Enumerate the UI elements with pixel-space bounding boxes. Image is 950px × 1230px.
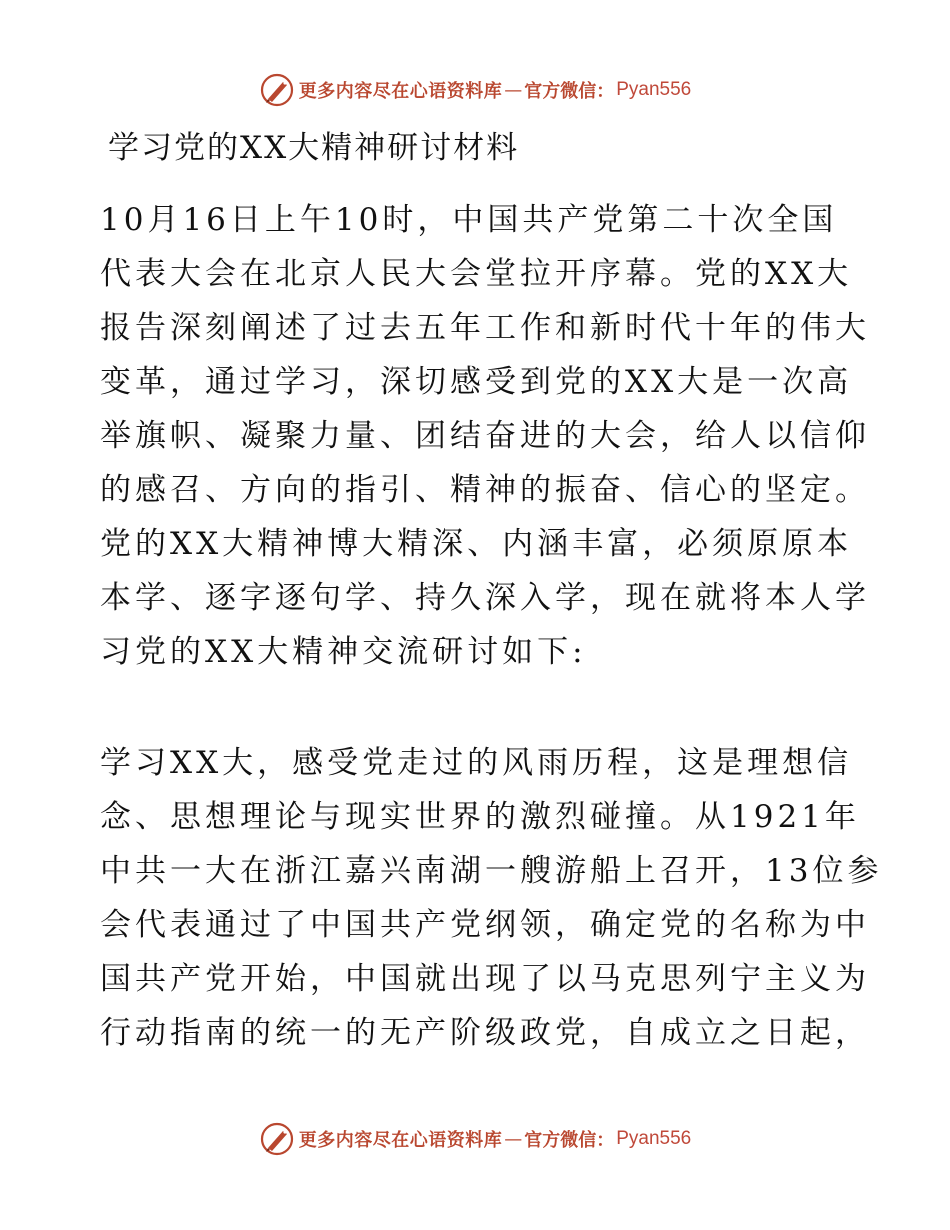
- paragraph-line: 学习XX大，感受党走过的风雨历程，这是理想信: [100, 745, 853, 781]
- paragraph-line: 习党的XX大精神交流研讨如下:: [100, 634, 587, 670]
- banner-separator: —: [504, 1128, 523, 1150]
- paragraph-line: 念、思想理论与现实世界的激烈碰撞。从1921年: [100, 799, 860, 835]
- pen-logo-icon: [259, 1121, 295, 1157]
- paragraph-line: 行动指南的统一的无产阶级政党，自成立之日起，: [100, 1015, 870, 1051]
- document-title: 学习党的XX大精神研讨材料: [108, 130, 520, 166]
- banner-main-text: 更多内容尽在心语资料库: [298, 81, 503, 102]
- paragraph-line: 党的XX大精神博大精深、内涵丰富，必须原原本: [100, 526, 853, 562]
- banner-separator: —: [504, 79, 523, 101]
- paragraph-line: 报告深刻阐述了过去五年工作和新时代十年的伟大: [100, 310, 870, 346]
- pen-logo-icon: [259, 72, 295, 108]
- banner-wechat-label: 官方微信：: [524, 1130, 615, 1151]
- paragraph-line: 代表大会在北京人民大会堂拉开序幕。党的XX大: [100, 256, 853, 292]
- paragraph-line: 变革，通过学习，深切感受到党的XX大是一次高: [100, 364, 853, 400]
- paragraph-line: 本学、逐字逐句学、持久深入学，现在就将本人学: [100, 580, 870, 616]
- paragraph-2: [100, 736, 883, 1060]
- paragraph-1: [100, 193, 870, 679]
- paragraph-line: 的感召、方向的指引、精神的振奋、信心的坚定。: [100, 472, 870, 508]
- paragraph-line: 国共产党开始，中国就出现了以马克思列宁主义为: [100, 961, 870, 997]
- banner-wechat-id: Pyan556: [616, 1128, 692, 1149]
- paragraph-line: 会代表通过了中国共产党纲领，确定党的名称为中: [100, 907, 870, 943]
- header-banner: [0, 70, 950, 110]
- banner-main-text: 更多内容尽在心语资料库: [298, 1130, 503, 1151]
- paragraph-line: 10月16日上午10时，中国共产党第二十次全国: [100, 202, 838, 238]
- paragraph-line: 举旗帜、凝聚力量、团结奋进的大会，给人以信仰: [100, 418, 870, 454]
- paragraph-line: 中共一大在浙江嘉兴南湖一艘游船上召开，13位参: [100, 853, 883, 889]
- footer-banner: [0, 1119, 950, 1159]
- banner-wechat-id: Pyan556: [616, 79, 692, 100]
- banner-wechat-label: 官方微信：: [524, 81, 615, 102]
